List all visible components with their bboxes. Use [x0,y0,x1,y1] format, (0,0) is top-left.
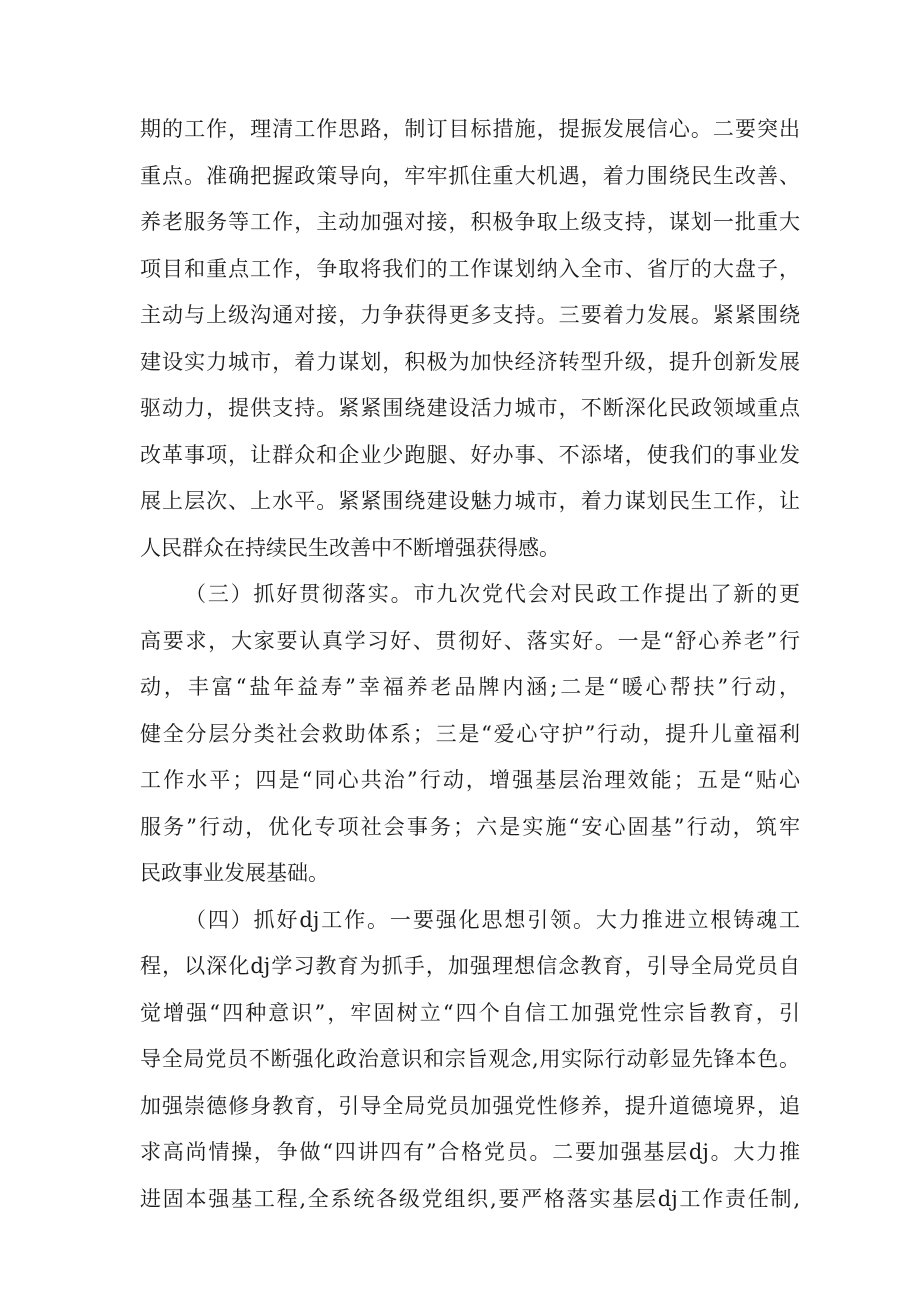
paragraph-heading-line: （三）抓好贯彻落实。市九次党代会对民政工作提出了新的更 [185,582,800,606]
text-line: 程，以深化dj学习教育为抓手，加强理想信念教育，引导全局党员自 [140,954,800,978]
text-line: 项目和重点工作，争取将我们的工作谋划纳入全市、省厅的大盘子， [140,257,800,281]
text-line: 工作水平；四是“同心共治”行动，增强基层治理效能；五是“贴心 [140,768,800,792]
text-line: 期的工作，理清工作思路，制订目标措施，提振发展信心。二要突出 [140,117,800,141]
text-line: 驱动力，提供支持。紧紧围绕建设活力城市，不断深化民政领域重点 [140,396,800,420]
text-line: 主动与上级沟通对接，力争获得更多支持。三要着力发展。紧紧围绕 [140,303,800,327]
text-line: 服务”行动，优化专项社会事务；六是实施“安心固基”行动，筑牢 [140,815,800,839]
text-line: 高要求，大家要认真学习好、贯彻好、落实好。一是“舒心养老”行 [140,629,800,653]
text-line: 健全分层分类社会救助体系；三是“爱心守护”行动，提升儿童福利 [140,722,800,746]
text-line: 求高尚情操，争做“四讲四有”合格党员。二要加强基层dj。大力推 [140,1140,800,1164]
text-line: 人民群众在持续民生改善中不断增强获得感。 [140,536,560,560]
text-line: 觉增强“四种意识”，牢固树立“四个自信工加强党性宗旨教育，引 [140,1001,800,1025]
text-line: 展上层次、上水平。紧紧围绕建设魅力城市，着力谋划民生工作，让 [140,489,800,513]
text-line: 民政事业发展基础。 [140,861,329,885]
text-line: 动，丰富“盐年益寿”幸福养老品牌内涵;二是“暖心帮扶”行动， [140,675,800,699]
text-line: 导全局党员不断强化政治意识和宗旨观念,用实际行动彰显先锋本色。 [140,1047,800,1071]
text-line: 重点。准确把握政策导向，牢牢抓住重大机遇，着力围绕民生改善、 [140,164,800,188]
text-line: 建设实力城市，着力谋划，积极为加快经济转型升级，提升创新发展 [140,350,800,374]
text-line: 加强崇德修身教育，引导全局党员加强党性修养，提升道德境界，追 [140,1094,800,1118]
text-line: 养老服务等工作，主动加强对接，积极争取上级支持，谋划一批重大 [140,210,800,234]
text-line: 改革事项，让群众和企业少跑腿、好办事、不添堵，使我们的事业发 [140,443,800,467]
paragraph-heading-line: （四）抓好dj工作。一要强化思想引领。大力推进立根铸魂工 [185,908,800,932]
text-line: 进固本强基工程,全系统各级党组织,要严格落实基层dj工作责任制, [140,1187,800,1211]
